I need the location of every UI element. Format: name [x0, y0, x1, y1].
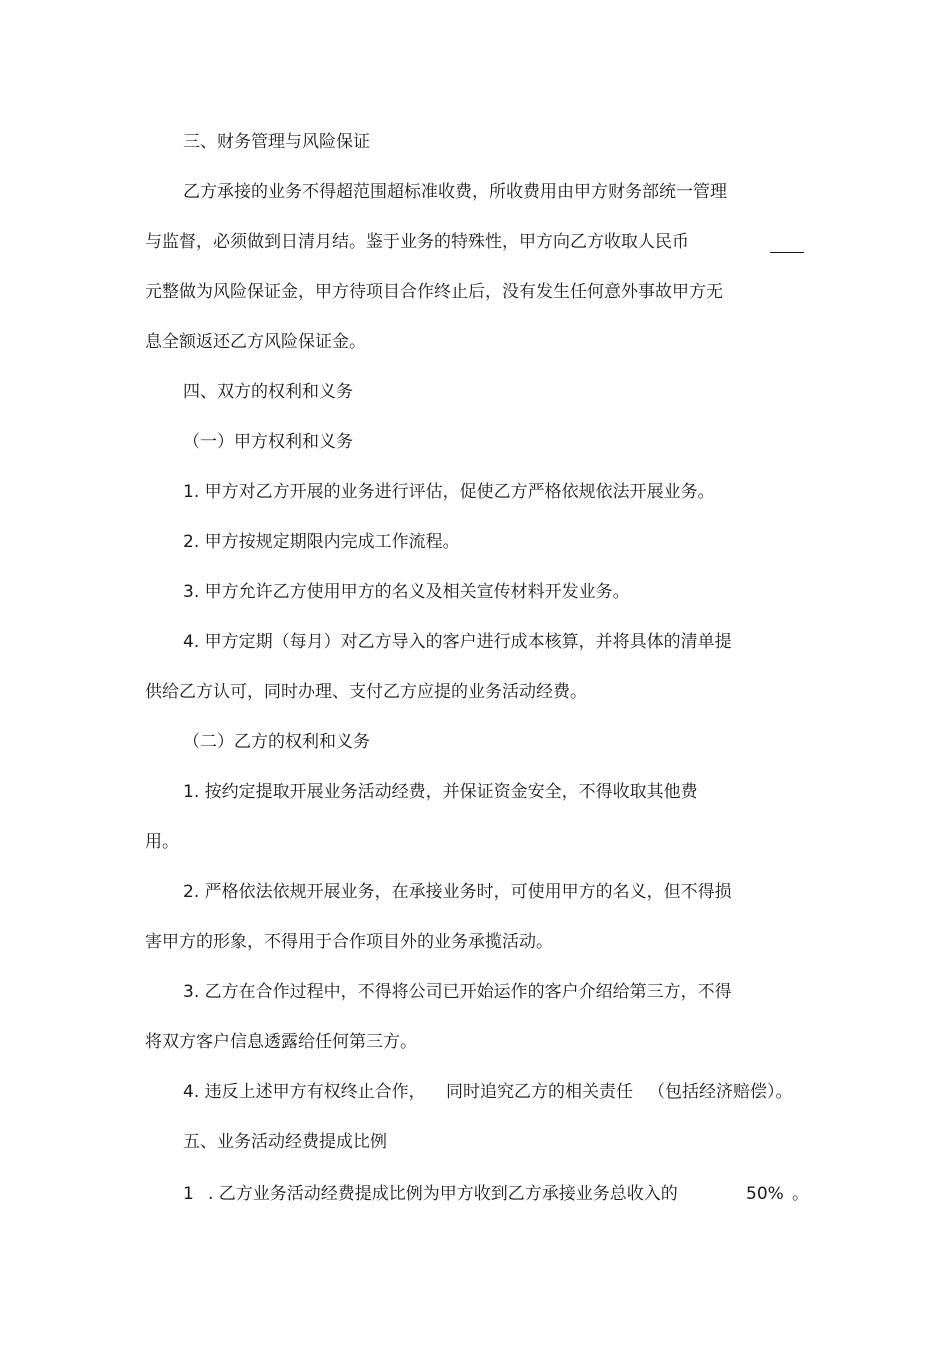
commission-rate-value: 50%: [746, 1184, 784, 1204]
section3-paragraph-line1: 乙方承接的业务不得超范围超标准收费，所收费用由甲方财务部统一管理: [183, 182, 727, 202]
party-a-item2: 2. 甲方按规定期限内完成工作流程。: [183, 532, 460, 552]
party-b-item2-line1: 2. 严格依法依规开展业务，在承接业务时，可使用甲方的名义，但不得损: [183, 882, 732, 902]
party-b-item3-line1: 3. 乙方在合作过程中，不得将公司已开始运作的客户介绍给第三方，不得: [183, 982, 732, 1002]
party-b-item4-part3: （包括经济赔偿）。: [648, 1082, 793, 1102]
section3-paragraph-line4: 息全额返还乙方风险保证金。: [145, 332, 366, 352]
party-b-item4-part1: 4. 违反上述甲方有权终止合作，: [183, 1082, 426, 1102]
section5-item1-end: 。: [792, 1184, 809, 1204]
section3-heading: 三、财务管理与风险保证: [183, 132, 370, 152]
party-b-heading: （二）乙方的权利和义务: [183, 732, 370, 752]
party-b-item4-part2: 同时追究乙方的相关责任: [446, 1082, 633, 1102]
section3-paragraph-line3: 元整做为风险保证金，甲方待项目合作终止后，没有发生任何意外事故甲方无: [145, 282, 723, 302]
party-b-item2-line2: 害甲方的形象，不得用于合作项目外的业务承揽活动。: [145, 932, 553, 952]
party-a-item3: 3. 甲方允许乙方使用甲方的名义及相关宣传材料开发业务。: [183, 582, 630, 602]
party-b-item1-line2: 用。: [145, 832, 179, 852]
section4-heading: 四、双方的权利和义务: [183, 382, 353, 402]
section5-heading: 五、业务活动经费提成比例: [183, 1132, 387, 1152]
party-a-item1: 1. 甲方对乙方开展的业务进行评估，促使乙方严格依规依法开展业务。: [183, 482, 715, 502]
party-a-item4-line1: 4. 甲方定期（每月）对乙方导入的客户进行成本核算，并将具体的清单提: [183, 632, 732, 652]
amount-blank: [770, 252, 804, 253]
party-b-item1-line1: 1. 按约定提取开展业务活动经费，并保证资金安全，不得收取其他费: [183, 782, 698, 802]
section3-paragraph-line2: 与监督，必须做到日清月结。鉴于业务的特殊性，甲方向乙方收取人民币: [145, 232, 689, 252]
section5-item1-number: 1: [183, 1184, 194, 1204]
section5-item1-text: . 乙方业务活动经费提成比例为甲方收到乙方承接业务总收入的: [208, 1184, 678, 1204]
party-a-item4-line2: 供给乙方认可，同时办理、支付乙方应提的业务活动经费。: [145, 682, 587, 702]
party-a-heading: （一）甲方权利和义务: [183, 432, 353, 452]
party-b-item3-line2: 将双方客户信息透露给任何第三方。: [145, 1032, 417, 1052]
